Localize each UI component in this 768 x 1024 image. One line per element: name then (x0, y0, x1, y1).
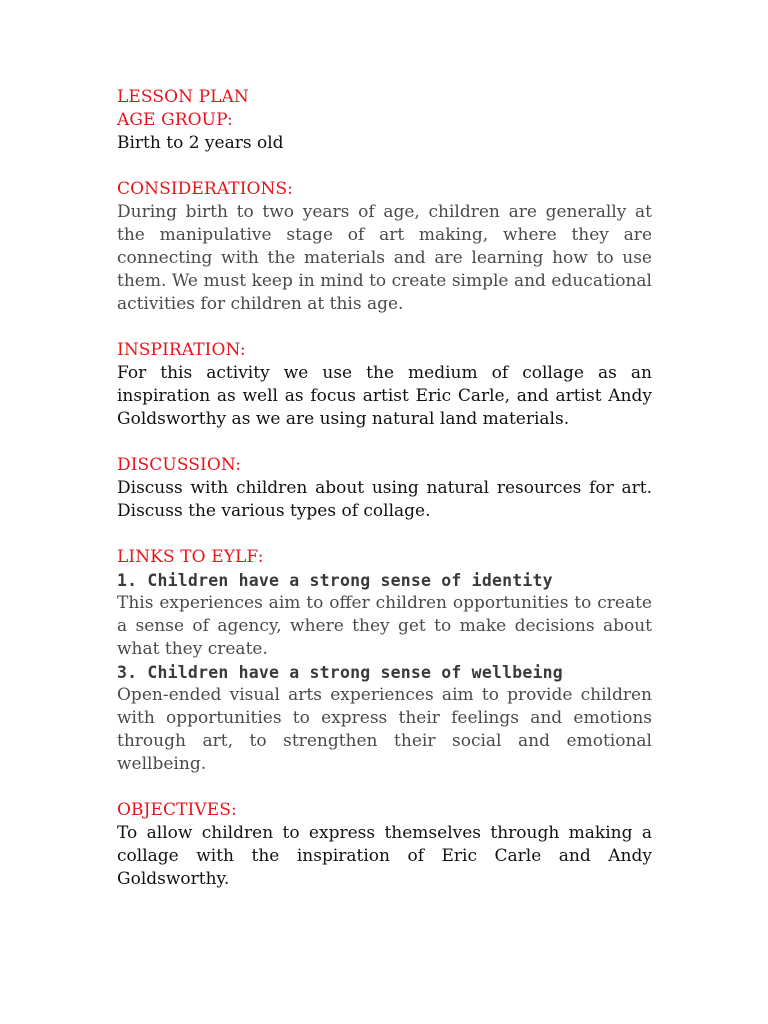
inspiration-heading: INSPIRATION: (117, 340, 246, 360)
considerations-heading: CONSIDERATIONS: (117, 179, 294, 199)
eylf-outcome-1-text: This experiences aim to offer children opportunities to create a sense of agency, where they get to make decisions about what they create. (117, 593, 652, 659)
objectives-text: To allow children to express themselves through making a collage with the inspiration of Eric Carle and Andy Goldsworthy. (117, 823, 652, 889)
document-page (117, 86, 652, 891)
discussion-text: Discuss with children about using natural resources for art. Discuss the various types of collage. (117, 478, 652, 521)
eylf-outcome-3-text: Open-ended visual arts experiences aim to provide children with opportunities to express their feelings and emotions through art, to strengthen their social and emotional wellbeing. (117, 685, 652, 774)
objectives-heading: OBJECTIVES: (117, 800, 237, 820)
age-group-heading: AGE GROUP: (117, 110, 233, 130)
lesson-plan-title: LESSON PLAN (117, 87, 249, 107)
discussion-heading: DISCUSSION: (117, 455, 242, 475)
inspiration-text: For this activity we use the medium of collage as an inspiration as well as focus artist Eric Carle, and artist Andy Goldsworthy as we are using natural land materials. (117, 363, 652, 429)
age-group-text: Birth to 2 years old (117, 133, 284, 153)
eylf-outcome-1-title: 1. Children have a strong sense of identity (117, 571, 553, 590)
links-heading: LINKS TO EYLF: (117, 547, 264, 567)
eylf-outcome-3-title: 3. Children have a strong sense of wellbeing (117, 663, 563, 682)
considerations-text: During birth to two years of age, children are generally at the manipulative stage of art making, where they are connecting with the materials and are learning how to use them. We must keep in mind to create simple and educational activities for children at this age. (117, 202, 652, 314)
